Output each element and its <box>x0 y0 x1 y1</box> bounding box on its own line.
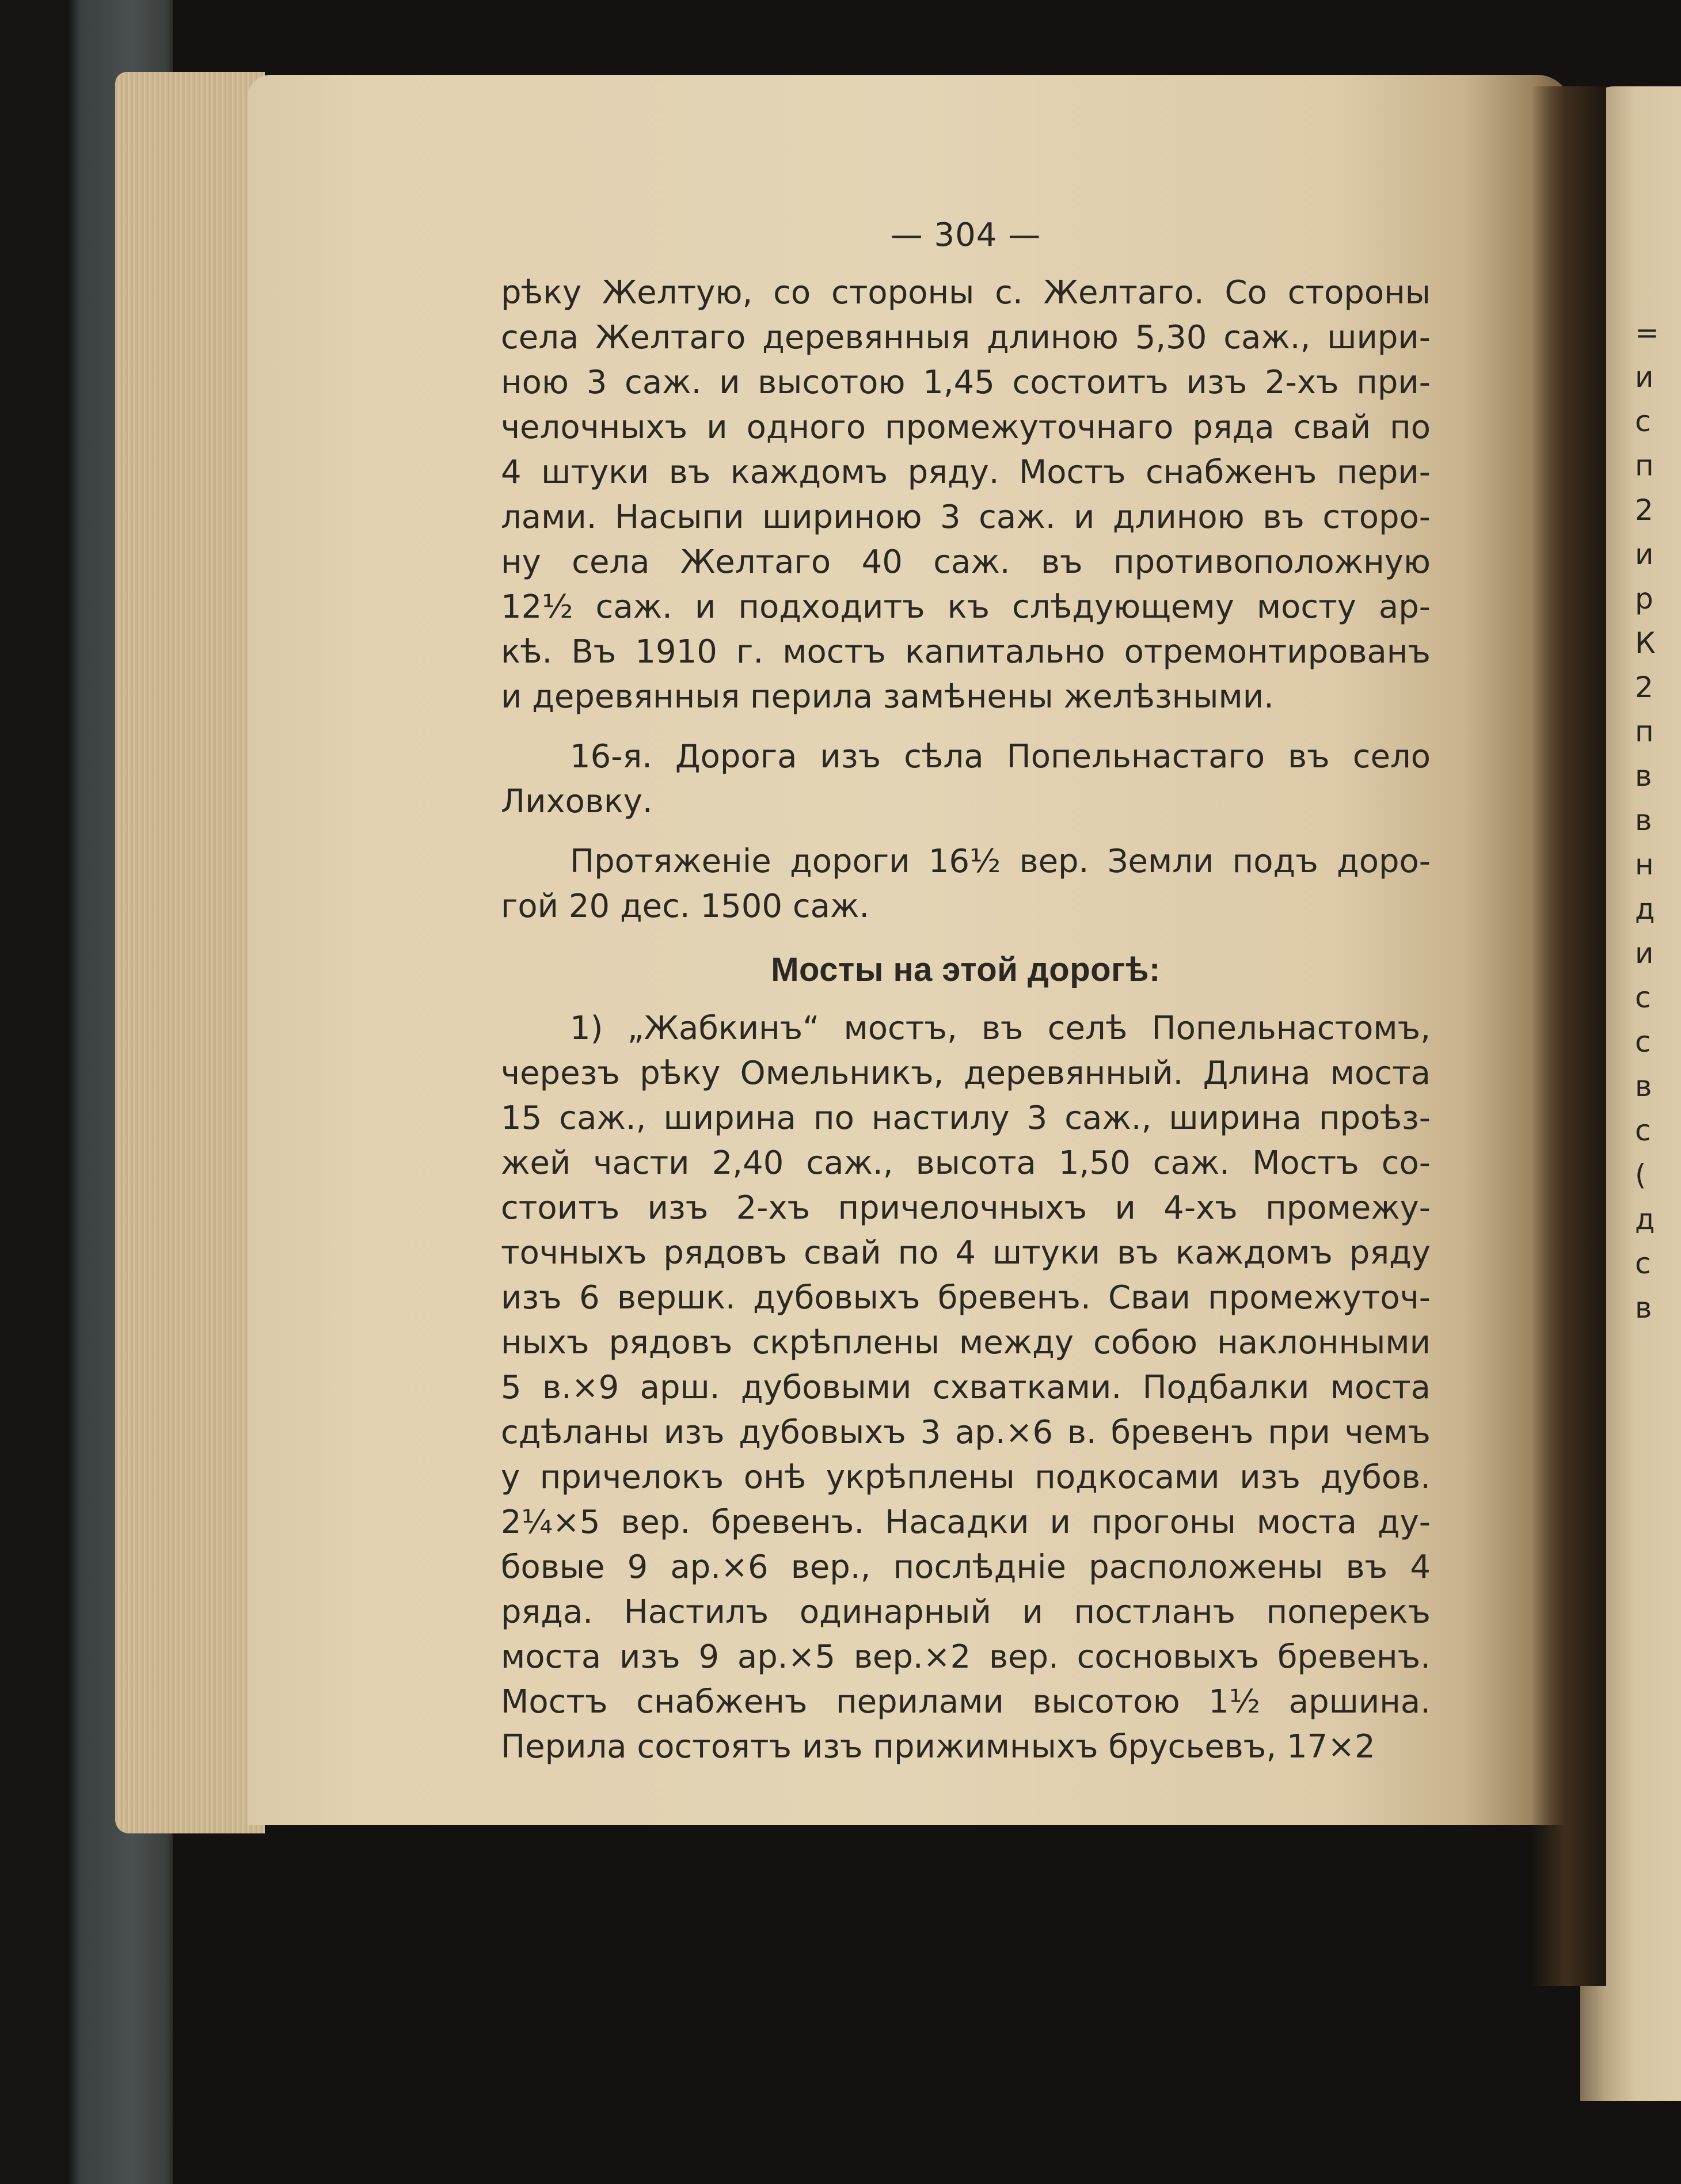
right-page-fragment: 2 <box>1635 493 1653 527</box>
text-line: Перила состоятъ изъ прижимныхъ брусьевъ, 17×2 <box>501 1728 1375 1766</box>
right-page-fragment: в <box>1635 1291 1652 1325</box>
text-line: жей части 2,40 саж., высота 1,50 саж. Мостъ со- <box>501 1144 1431 1182</box>
right-page-fragment: в <box>1635 759 1652 793</box>
text-line: 4 штуки въ каждомъ ряду. Мостъ снабженъ пери- <box>501 454 1431 491</box>
text-line: ряда. Настилъ одинарный и постланъ поперекъ <box>501 1593 1431 1631</box>
paragraph-1 <box>501 271 1431 720</box>
text-line: Лиховку. <box>501 783 653 820</box>
paragraph-2 <box>501 735 1431 824</box>
right-page-fragment: = <box>1635 316 1659 349</box>
right-page-fragment: с <box>1635 981 1651 1014</box>
text-line: 15 саж., ширина по настилу 3 саж., ширина проѣз- <box>501 1099 1431 1137</box>
right-page-fragment: ( <box>1635 1158 1646 1192</box>
text-line: у причелокъ онѣ укрѣплены подкосами изъ дубов. <box>501 1459 1431 1496</box>
text-line: 12½ саж. и подходитъ къ слѣдующему мосту ар- <box>501 588 1431 626</box>
text-line: сдѣланы изъ дубовыхъ 3 ар.×6 в. бревенъ при чемъ <box>501 1414 1431 1451</box>
text-line: гой 20 дес. 1500 саж. <box>501 888 870 925</box>
text-line: лами. Насыпи шириною 3 саж. и длиною въ сторо- <box>501 499 1431 536</box>
text-line: моста изъ 9 ар.×5 вер.×2 вер. сосновыхъ бревенъ. <box>501 1638 1431 1676</box>
text-line: кѣ. Въ 1910 г. мостъ капитально отремонтированъ <box>501 633 1431 671</box>
right-page-fragment: с <box>1635 1025 1651 1059</box>
page-number: — 304 — <box>890 216 1041 254</box>
right-page-fragment: и <box>1635 538 1654 571</box>
text-line: ну села Желтаго 40 саж. въ противоположную <box>501 543 1431 581</box>
text-line: 5 в.×9 арш. дубовыми схватками. Подбалки моста <box>501 1369 1431 1406</box>
text-line: ныхъ рядовъ скрѣплены между собою наклонными <box>501 1324 1431 1361</box>
text-line: 2¼×5 вер. бревенъ. Насадки и прогоны моста ду- <box>501 1504 1431 1541</box>
text-line: точныхъ рядовъ свай по 4 штуки въ каждомъ ряду <box>501 1234 1431 1272</box>
text-line: стоитъ изъ 2-хъ причелочныхъ и 4-хъ промежу- <box>501 1189 1431 1227</box>
right-page-fragment: с <box>1635 405 1651 438</box>
right-page-fragment: п <box>1635 449 1654 482</box>
right-page-fragment: д <box>1635 892 1655 926</box>
text-line: Мостъ снабженъ перилами высотою 1½ аршина. <box>501 1683 1431 1721</box>
text-line: 16-я. Дорога изъ сѣла Попельнастаго въ село <box>570 738 1431 775</box>
right-page-fragment: с <box>1635 1247 1651 1280</box>
right-page-fragment: К <box>1635 626 1656 660</box>
text-line: села Желтаго деревянныя длиною 5,30 саж., шири- <box>501 319 1431 356</box>
text-line: черезъ рѣку Омельникъ, деревянный. Длина моста <box>501 1055 1431 1092</box>
text-line: ною 3 саж. и высотою 1,45 состоитъ изъ 2-хъ при- <box>501 364 1431 401</box>
right-page-fragment: в <box>1635 1070 1652 1103</box>
text-line: Протяженіе дороги 16½ вер. Земли подъ доро- <box>570 843 1431 880</box>
page-content <box>501 213 1431 1770</box>
book-gutter <box>1531 86 1606 1986</box>
text-line: 1) „Жабкинъ“ мостъ, въ селѣ Попельнастомъ, <box>570 1010 1431 1047</box>
right-page-fragment: р <box>1635 582 1653 615</box>
page-stack-edge <box>115 72 265 1833</box>
bridge-paragraph <box>501 1006 1431 1770</box>
right-page-fragment: и <box>1635 937 1654 970</box>
right-page-fragment: с <box>1635 1114 1651 1147</box>
section-heading: Мосты на этой дорогѣ: <box>771 951 1161 988</box>
text-line: изъ 6 вершк. дубовыхъ бревенъ. Сваи промежуточ- <box>501 1279 1431 1317</box>
right-page-fragment: и <box>1635 360 1654 394</box>
right-page-fragment: п <box>1635 715 1654 748</box>
right-page-fragment: н <box>1635 848 1654 881</box>
text-line: челочныхъ и одного промежуточнаго ряда свай по <box>501 409 1431 446</box>
text-line: рѣку Желтую, со стороны с. Желтаго. Со стороны <box>501 274 1431 311</box>
paragraph-3 <box>501 839 1431 929</box>
right-page-fragment: 2 <box>1635 671 1653 704</box>
text-line: и деревянныя перила замѣнены желѣзными. <box>501 678 1274 716</box>
text-line: бовые 9 ар.×6 вер., послѣдніе расположены въ 4 <box>501 1548 1431 1586</box>
right-page-text-fragments <box>1635 311 1681 1330</box>
right-page-fragment: д <box>1635 1203 1655 1236</box>
right-page-fragment: в <box>1635 804 1652 837</box>
